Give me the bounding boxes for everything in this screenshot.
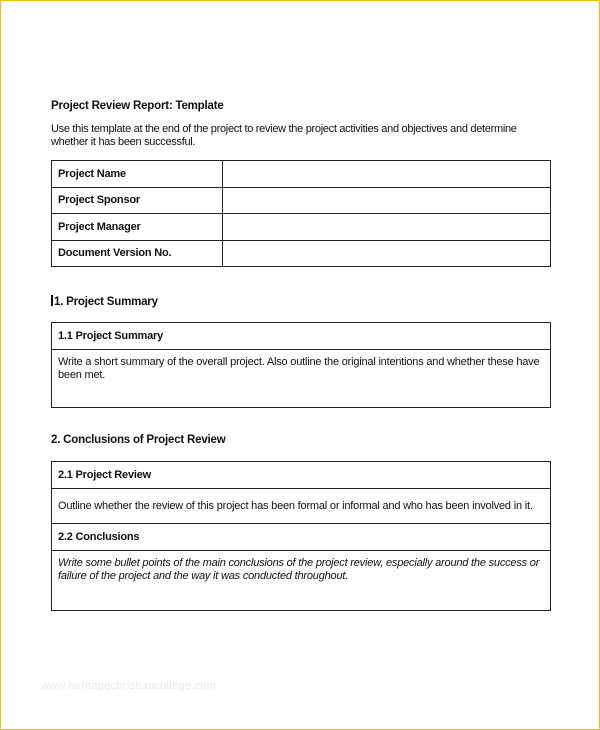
document-version-label: Document Version No.: [52, 240, 223, 267]
project-name-label: Project Name: [52, 161, 223, 188]
table-row: [52, 350, 551, 408]
project-review-title: 2.1 Project Review: [52, 462, 551, 489]
table-row: [52, 524, 551, 551]
project-sponsor-label: Project Sponsor: [52, 187, 223, 214]
project-manager-label: Project Manager: [52, 214, 223, 241]
section-1-heading: [51, 295, 158, 308]
project-review-table: [51, 461, 551, 611]
project-summary-table: [51, 322, 551, 408]
table-row: [52, 551, 551, 611]
project-manager-value[interactable]: [223, 214, 551, 241]
project-sponsor-value[interactable]: [223, 187, 551, 214]
table-row: [52, 323, 551, 350]
project-info-table: [51, 160, 551, 267]
conclusions-title: 2.2 Conclusions: [52, 524, 551, 551]
document-intro: Use this template at the end of the project to review the project activities and objectives and determine whether it has been successful.: [51, 123, 517, 148]
table-row: [52, 489, 551, 524]
table-row: [52, 161, 551, 188]
project-name-value[interactable]: [223, 161, 551, 188]
watermark-text: www.heritagechristiancollege.com: [41, 680, 217, 692]
table-row: [52, 240, 551, 267]
project-review-text[interactable]: Outline whether the review of this project has been formal or informal and who has been involved in it.: [52, 489, 551, 524]
cursor-marker: [51, 295, 53, 306]
document-title: Project Review Report: Template: [51, 100, 224, 112]
table-row: [52, 187, 551, 214]
section-2-heading: 2. Conclusions of Project Review: [51, 434, 226, 446]
project-summary-text[interactable]: Write a short summary of the overall project. Also outline the original intentions and whether these have been met.: [52, 350, 551, 408]
table-row: [52, 462, 551, 489]
document-version-value[interactable]: [223, 240, 551, 267]
project-summary-title: 1.1 Project Summary: [52, 323, 551, 350]
conclusions-text[interactable]: Write some bullet points of the main conclusions of the project review, especially around the success or failure of the project and the way it was conducted throughout.: [52, 551, 551, 611]
section-1-heading-text: 1. Project Summary: [54, 296, 158, 308]
table-row: [52, 214, 551, 241]
